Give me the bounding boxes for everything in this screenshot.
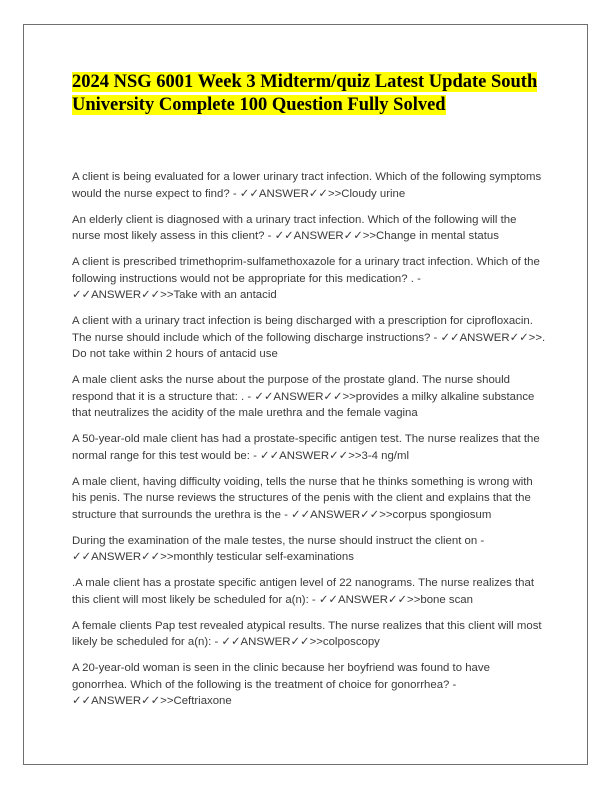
qa-item: A client is being evaluated for a lower urinary tract infection. Which of the following symptoms would the nurse expect to find? - ✓✓ANSWER✓✓>>Cloudy urine [72, 171, 542, 200]
qa-item: A 50-year-old male client has had a prostate-specific antigen test. The nurse realizes that the normal range for this test would be: - ✓✓ANSWER✓✓>>3-4 ng/ml [72, 433, 540, 462]
qa-item: A 20-year-old woman is seen in the clinic because her boyfriend was found to have gonorrhea. Which of the following is the treatment of choice for gonorrhea? - ✓✓ANSWER✓✓>>Ceftriaxone [72, 662, 490, 707]
qa-item: During the examination of the male testes, the nurse should instruct the client on - ✓✓ANSWER✓✓>>monthly testicular self-examinations [72, 534, 485, 563]
qa-item: A female clients Pap test revealed atypical results. The nurse realizes that this client will most likely be scheduled for a(n): - ✓✓ANSWER✓✓>>colposcopy [72, 619, 542, 648]
question-list [72, 169, 548, 719]
qa-item: A male client, having difficulty voiding, tells the nurse that he thinks something is wrong with his penis. The nurse reviews the structures of the penis with the client and explains that the structure that surrounds the urethra is the - ✓✓ANSWER✓✓>>corpus spongiosum [72, 475, 533, 521]
qa-item: A client with a urinary tract infection is being discharged with a prescription for ciprofloxacin. The nurse should include which of the following discharge instructions? - ✓✓ANSWER✓✓>>. Do not take within 2 hours of antacid use [72, 315, 546, 360]
qa-item: An elderly client is diagnosed with a urinary tract infection. Which of the following will the nurse most likely assess in this client? - ✓✓ANSWER✓✓>>Change in mental status [72, 213, 517, 242]
highlighted-title: 2024 NSG 6001 Week 3 Midterm/quiz Latest Update South University Complete 100 Question Fully Solved [72, 72, 538, 115]
qa-item: A male client asks the nurse about the purpose of the prostate gland. The nurse should respond that it is a structure that: . - ✓✓ANSWER✓✓>>provides a milky alkaline substance that neutralizes the acidity of the male urethra and the female vagina [72, 374, 535, 419]
title-block [72, 71, 552, 117]
qa-item: A client is prescribed trimethoprim-sulfamethoxazole for a urinary tract infection. Which of the following instructions would not be appropriate for this medication? . - ✓✓ANSWER✓✓>>Take with an antacid [72, 256, 540, 301]
page-title [72, 71, 552, 117]
qa-item: .A male client has a prostate specific antigen level of 22 nanograms. The nurse realizes that this client will most likely be scheduled for a(n): - ✓✓ANSWER✓✓>>bone scan [72, 577, 535, 606]
